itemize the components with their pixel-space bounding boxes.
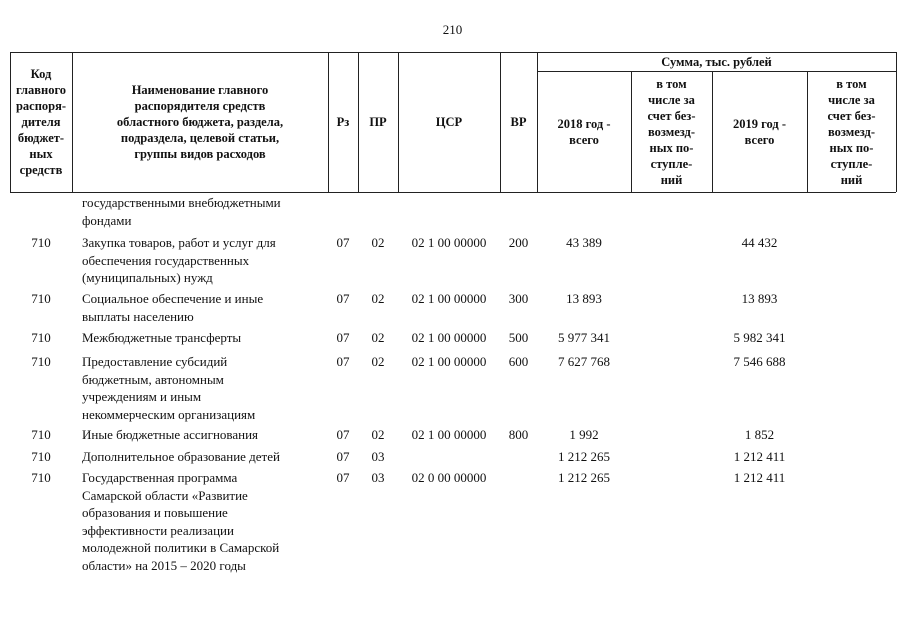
row-rz: 07 <box>336 470 350 485</box>
row-sum-2019: 5 982 341 <box>733 330 786 345</box>
row-rz: 07 <box>336 354 350 369</box>
row-csr: 02 1 00 00000 <box>411 291 487 306</box>
row-name-line: бюджетным, автономным <box>82 371 224 387</box>
header-incl-2019-line: числе за <box>828 92 875 107</box>
header-incl-2019-line: ных по- <box>829 140 874 155</box>
row-sum-2019: 1 212 411 <box>733 449 786 464</box>
row-csr: 02 1 00 00000 <box>411 235 487 250</box>
header-incl-2019-line: ний <box>840 172 863 187</box>
row-code: 710 <box>31 291 51 306</box>
row-sum-2018: 43 389 <box>566 235 602 250</box>
header-pr: ПР <box>369 115 387 129</box>
row-name-line: Предоставление субсидий <box>82 354 228 369</box>
header-code-line: ных <box>29 147 53 161</box>
row-vr: 300 <box>508 291 529 306</box>
header-incl-2019-line: возмезд- <box>827 124 876 139</box>
row-sum-2019: 1 852 <box>744 427 775 442</box>
row-sum-2019: 44 432 <box>741 235 778 250</box>
row-pr: 02 <box>371 354 385 369</box>
row-code: 710 <box>31 427 51 442</box>
row-name-line: Закупка товаров, работ и услуг для <box>82 235 276 250</box>
row-name <box>82 426 327 444</box>
header-code-line: распоря- <box>15 99 67 113</box>
header-code <box>10 52 72 192</box>
header-sum-2018-line: 2018 год - <box>557 116 611 131</box>
row-vr: 200 <box>508 235 529 250</box>
row-code: 710 <box>31 235 51 250</box>
header-incl-2018-line: ний <box>660 172 683 187</box>
row-sum-2018: 5 977 341 <box>558 330 610 345</box>
row-name-line: Межбюджетные трансферты <box>82 330 242 345</box>
row-pr: 02 <box>371 330 385 345</box>
row-csr: 02 1 00 00000 <box>411 354 487 369</box>
row-vr: 800 <box>508 427 529 442</box>
header-csr: ЦСР <box>435 115 463 129</box>
header-vr: ВР <box>510 115 527 129</box>
header-sum: Сумма, тыс. рублей <box>661 54 772 69</box>
header-code-line: средств <box>19 163 63 177</box>
header-incl-2018 <box>631 71 712 192</box>
row-name-line: Дополнительное образование детей <box>82 449 280 464</box>
row-name-line: обеспечения государственных <box>82 252 250 268</box>
row-rz: 07 <box>336 235 350 250</box>
header-sum-2019-line: 2019 год - <box>733 116 786 131</box>
header-incl-2019-line: счет без- <box>827 108 876 123</box>
row-name <box>82 194 327 229</box>
header-sum-2019-line: всего <box>744 132 775 147</box>
row-name-line: Самарской области «Развитие <box>82 487 248 503</box>
row-csr: 02 0 00 00000 <box>411 470 487 485</box>
row-pr: 02 <box>371 291 385 306</box>
row-name-line: выплаты населению <box>82 308 194 324</box>
row-name-line: фондами <box>82 212 132 228</box>
row-name-line: Государственная программа <box>82 470 238 485</box>
header-code-line: дителя <box>21 115 61 129</box>
page-number: 210 <box>442 22 463 37</box>
header-sum-2019 <box>712 71 807 192</box>
row-name-line: государственными внебюджетными <box>82 195 281 210</box>
row-rz: 07 <box>336 427 350 442</box>
header-incl-2018-line: в том <box>656 76 687 91</box>
header-name <box>72 52 328 192</box>
row-rz: 07 <box>336 330 350 345</box>
row-sum-2019: 13 893 <box>741 291 778 306</box>
header-sum-2018 <box>537 71 631 192</box>
row-rz: 07 <box>336 291 350 306</box>
row-vr: 600 <box>508 354 529 369</box>
row-name-line: Иные бюджетные ассигнования <box>82 427 259 442</box>
row-code: 710 <box>31 470 51 485</box>
row-sum-2018: 1 212 265 <box>558 470 610 485</box>
row-name-line: образования и повышение <box>82 505 228 520</box>
col-border-10 <box>896 52 897 192</box>
row-sum-2018: 1 212 265 <box>558 449 610 464</box>
header-name-line: подраздела, целевой статьи, <box>120 131 280 145</box>
header-incl-2019 <box>807 71 896 192</box>
row-pr: 02 <box>371 427 385 442</box>
header-rz: Рз <box>336 115 350 129</box>
row-name-line: некоммерческим организациям <box>82 406 256 422</box>
row-name <box>82 290 327 325</box>
header-incl-2018-line: ных по- <box>649 140 694 155</box>
row-name-line: эффективности реализации <box>82 522 234 538</box>
header-code-line: бюджет- <box>17 131 65 145</box>
row-name <box>82 329 327 347</box>
header-name-line: распорядителя средств <box>134 99 266 113</box>
header-name-line: группы видов расходов <box>134 147 266 161</box>
row-csr: 02 1 00 00000 <box>411 427 487 442</box>
row-pr: 02 <box>371 235 385 250</box>
row-name-line: области» на 2015 – 2020 годы <box>82 557 246 573</box>
row-name <box>82 469 327 574</box>
row-vr: 500 <box>508 330 529 345</box>
header-code-line: главного <box>15 83 67 97</box>
row-sum-2019: 7 546 688 <box>733 354 786 369</box>
header-incl-2019-line: в том <box>836 76 867 91</box>
row-name-line: (муниципальных) нужд <box>82 270 213 285</box>
header-incl-2018-line: ступле- <box>650 156 693 171</box>
header-incl-2019-line: ступле- <box>830 156 873 171</box>
row-pr: 03 <box>371 470 385 485</box>
header-name-line: Наименование главного <box>131 83 269 97</box>
header-incl-2018-line: возмезд- <box>647 124 696 139</box>
header-name-line: областного бюджета, раздела, <box>116 115 284 129</box>
row-code: 710 <box>31 330 51 345</box>
header-bottom-border <box>10 192 896 193</box>
row-name <box>82 234 327 287</box>
header-sum-2018-line: всего <box>569 132 599 147</box>
row-csr: 02 1 00 00000 <box>411 330 487 345</box>
row-sum-2018: 13 893 <box>566 291 602 306</box>
header-incl-2018-line: числе за <box>648 92 695 107</box>
row-name-line: учреждениям и иным <box>82 389 202 404</box>
row-sum-2019: 1 212 411 <box>733 470 786 485</box>
row-code: 710 <box>31 449 51 464</box>
row-name <box>82 353 327 423</box>
row-code: 710 <box>31 354 51 369</box>
row-sum-2018: 1 992 <box>569 427 599 442</box>
row-name <box>82 448 327 466</box>
row-rz: 07 <box>336 449 350 464</box>
row-name-line: Социальное обеспечение и иные <box>82 291 264 306</box>
header-code-line: Код <box>30 67 52 81</box>
row-name-line: молодежной политики в Самарской <box>82 540 280 555</box>
header-incl-2018-line: счет без- <box>647 108 696 123</box>
row-pr: 03 <box>371 449 385 464</box>
row-sum-2018: 7 627 768 <box>558 354 610 369</box>
